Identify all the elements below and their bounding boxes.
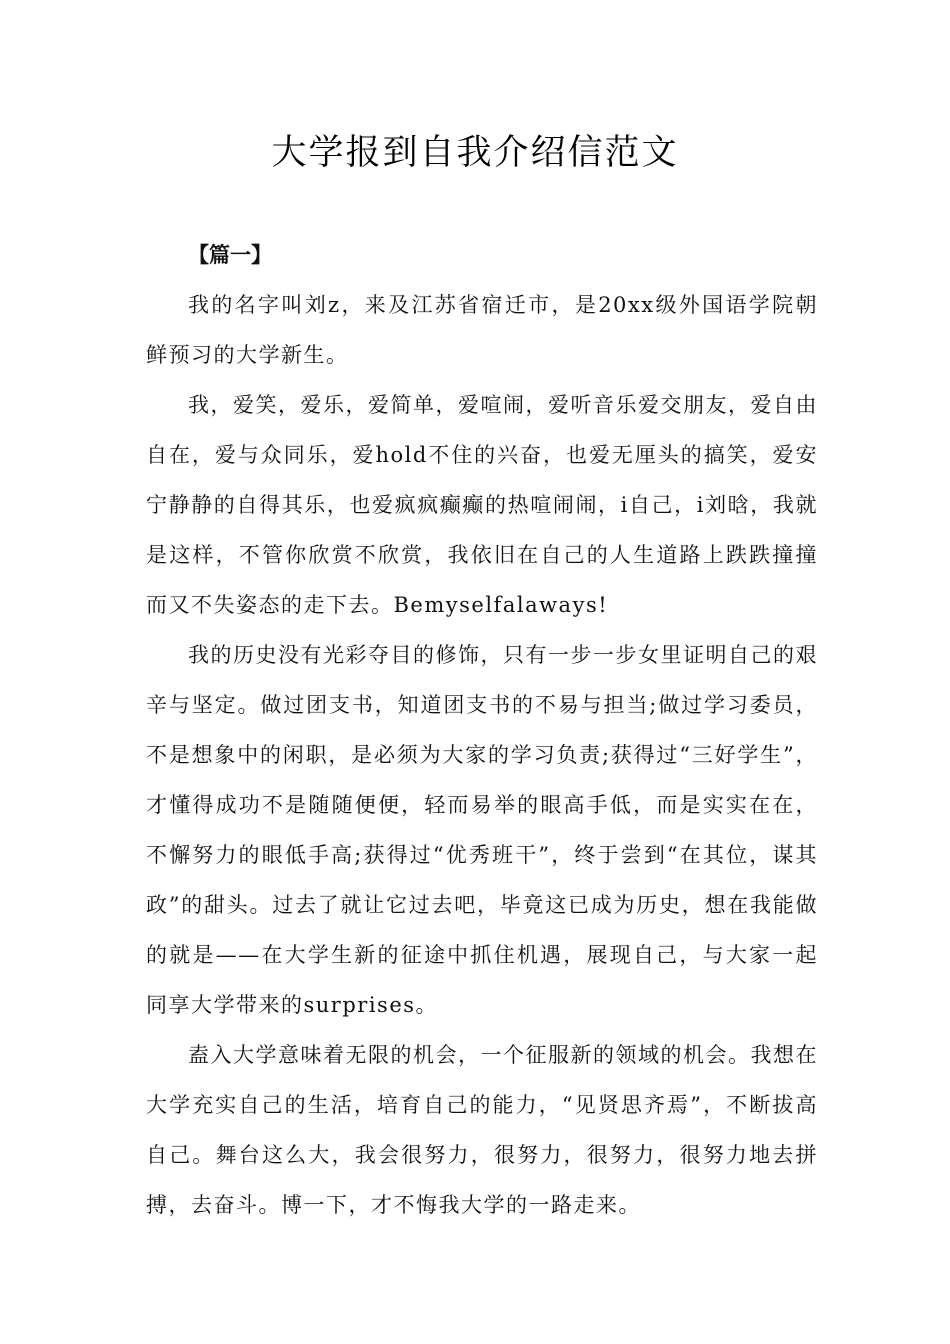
section-label: 【篇一】 [188,242,272,267]
paragraph-2: 我，爱笑，爱乐，爱简单，爱喧闹，爱听音乐爱交朋友，爱自由自在，爱与众同乐，爱hold不住的兴奋，也爱无厘头的搞笑，爱安宁静静的自得其乐，也爱疯疯癫癫的热喧闹闹，i自己，i刘晗，我就是这样，不管你欣赏不欣赏，我依旧在自己的人生道路上跌跌撞撞而又不失姿态的走下去。Bemyselfalaways! [146,393,818,617]
paragraph-4: 盍入大学意味着无限的机会，一个征服新的领域的机会。我想在大学充实自己的生活，培育自己的能力，“见贤思齐焉”，不断拔高自己。舞台这么大，我会很努力，很努力，很努力，很努力地去拼搏，去奋斗。博一下，才不悔我大学的一路走来。 [146,1043,818,1217]
document-body [146,230,818,1230]
paragraph-1: 我的名字叫刘z，来及江苏省宿迁市，是20xx级外国语学院朝鲜预习的大学新生。 [146,293,818,367]
document-title: 大学报到自我介绍信范文 [271,133,679,173]
paragraph-3: 我的历史没有光彩夺目的修饰，只有一步一步女里证明自己的艰辛与坚定。做过团支书，知道团支书的不易与担当;做过学习委员，不是想象中的闲职，是必须为大家的学习负责;获得过“三好学生”，才懂得成功不是随随便便，轻而易举的眼高手低，而是实实在在，不懈努力的眼低手高;获得过“优秀班干”，终于尝到“在其位，谋其政”的甜头。过去了就让它过去吧，毕竟这已成为历史，想在我能做的就是——在大学生新的征途中抓住机遇，展现自己，与大家一起同享大学带来的surprises。 [146,643,818,1017]
